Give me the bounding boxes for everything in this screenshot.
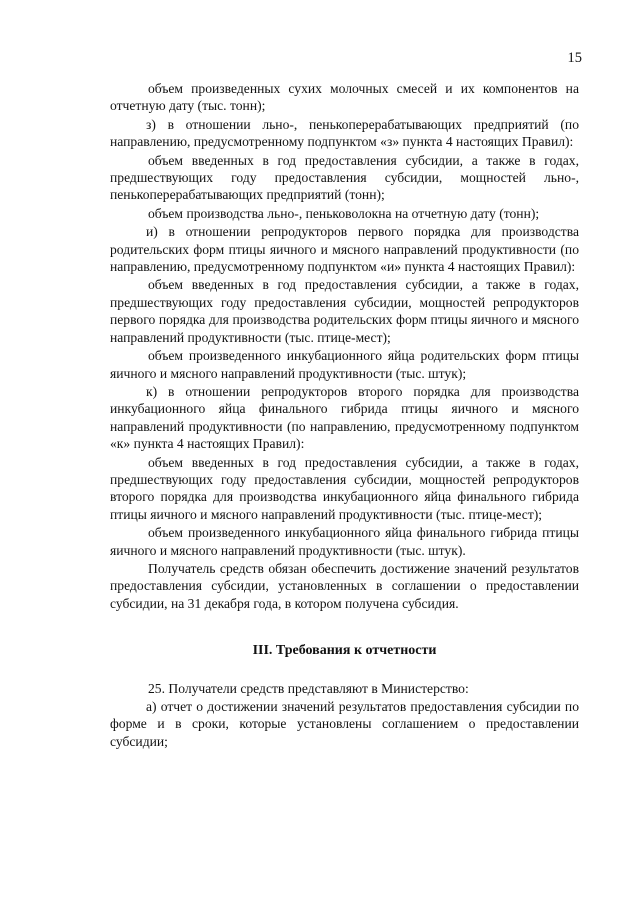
paragraph-item-k: к) в отношении репродукторов второго порядка для производства инкубационного яйца финального гибрида птицы яичного и мясного направлений продуктивности (по направлению, предусмотренному подпунктом «к» пункта 4 настоящих Правил): [110, 383, 579, 452]
paragraph-second-order-capacity: объем введенных в год предоставления субсидии, а также в годах, предшествующих году предоставления субсидии, мощностей репродукторов второго порядка для производства инкубационного яйца финального гибрида птицы яичного и мясного направлений продуктивности (тыс. птице-мест); [110, 454, 579, 522]
paragraph-recipient-obligation: Получатель средств обязан обеспечить достижение значений результатов предоставления субсидии, установленных в соглашении о предоставлении субсидии, на 31 декабря года, в котором получена субсидия. [110, 560, 579, 611]
paragraph-item-25: 25. Получатели средств представляют в Министерство: [148, 680, 469, 696]
paragraph-item-z: з) в отношении льно-, пенькоперерабатывающих предприятий (по направлению, предусмотренному подпунктом «з» пункта 4 настоящих Правил): [110, 116, 579, 150]
paragraph-item-i: и) в отношении репродукторов первого порядка для производства родительских форм птицы яичного и мясного направлений продуктивности (по направлению, предусмотренному подпунктом «и» пункта 4 настоящих Правил): [110, 224, 579, 275]
paragraph-flax-capacity: объем введенных в год предоставления субсидии, а также в годах, предшествующих году предоставления субсидии, мощностей льно-, пенькоперерабатывающих предприятий (тонн); [110, 152, 579, 203]
document-body [110, 80, 579, 751]
paragraph-item-a: а) отчет о достижении значений результатов предоставления субсидии по форме и в сроки, которые установлены соглашением о предоставлении субсидии; [110, 699, 579, 749]
page-number: 15 [567, 50, 582, 66]
paragraph-dry-milk-volume: объем произведенных сухих молочных смесей и их компонентов на отчетную дату (тыс. тонн); [110, 81, 579, 114]
paragraph-first-order-capacity: объем введенных в год предоставления субсидии, а также в годах, предшествующих году предоставления субсидии, мощностей репродукторов первого порядка для производства родительских форм птицы яичного и мясного направлений продуктивности (тыс. птице-мест); [110, 277, 579, 345]
paragraph-first-order-eggs: объем произведенного инкубационного яйца родительских форм птицы яичного и мясного направлений продуктивности (тыс. штук); [110, 348, 579, 381]
section-heading: III. Требования к отчетности [252, 643, 437, 659]
paragraph-second-order-eggs: объем произведенного инкубационного яйца финального гибрида птицы яичного и мясного направлений продуктивности (тыс. штук). [110, 525, 579, 558]
paragraph-flax-production: объем производства льно-, пеньковолокна на отчетную дату (тонн); [148, 205, 540, 221]
